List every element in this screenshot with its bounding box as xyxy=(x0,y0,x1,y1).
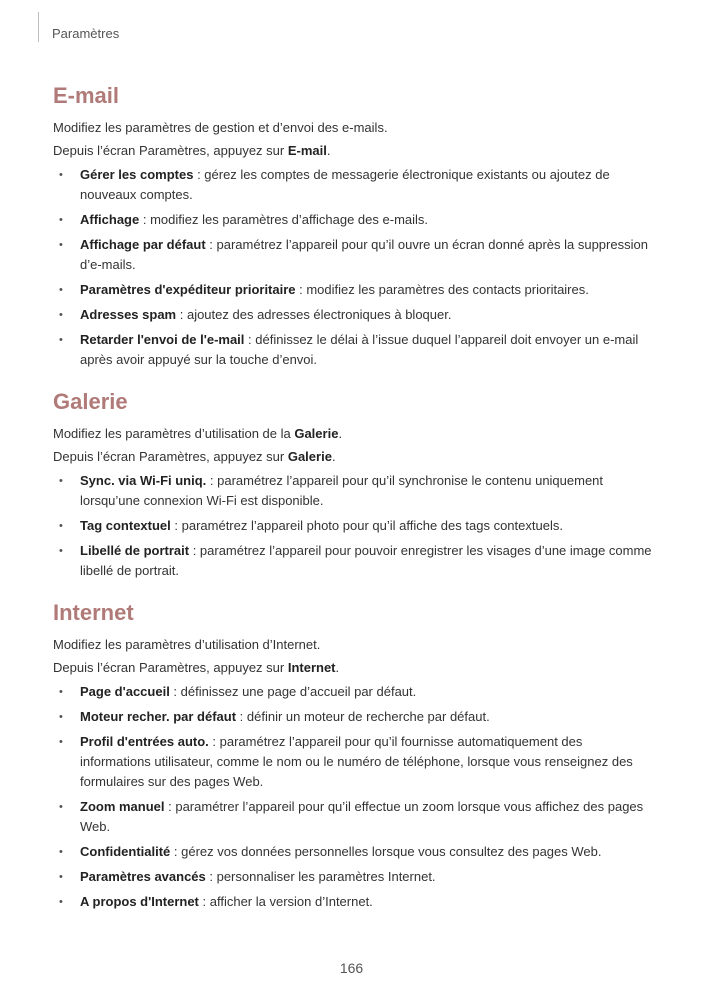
path-target: E-mail xyxy=(287,143,327,158)
list-item xyxy=(53,682,653,702)
list-item xyxy=(53,797,653,837)
option-name: Page d'accueil xyxy=(80,684,170,699)
intro-app-name: Galerie xyxy=(294,426,339,441)
settings-list xyxy=(53,165,653,370)
bullet-icon: • xyxy=(59,169,63,181)
bullet-icon: • xyxy=(59,736,63,748)
option-description: : paramétrez l’appareil pour qu’il fournisse automatiquement des informations utilisateur, comme le nom ou le numéro de téléphone, lorsque vous renseignez des formulaires sur des pages Web. xyxy=(80,734,633,789)
list-item xyxy=(53,867,653,887)
option-description: : gérez les comptes de messagerie électronique existants ou ajoutez de nouveaux comptes. xyxy=(80,167,610,202)
option-description: : paramétrer l’appareil pour qu’il effectue un zoom lorsque vous affichez des pages Web. xyxy=(80,799,644,834)
settings-list xyxy=(53,471,653,581)
option-name: Profil d'entrées auto. xyxy=(80,734,209,749)
section-title: E-mail xyxy=(53,83,120,108)
list-item xyxy=(53,732,653,792)
option-name: Paramètres d'expéditeur prioritaire xyxy=(80,282,296,297)
option-description: : gérez vos données personnelles lorsque vous consultez des pages Web. xyxy=(170,844,602,859)
list-item xyxy=(53,842,653,862)
list-item xyxy=(53,235,653,275)
list-item xyxy=(53,516,653,536)
option-description: : paramétrez l’appareil pour pouvoir enregistrer les visages d’une image comme libellé de portrait. xyxy=(80,543,652,578)
section-intro: Modifiez les paramètres de gestion et d’envoi des e-mails. xyxy=(53,120,388,135)
option-name: Gérer les comptes xyxy=(80,167,194,182)
running-header: Paramètres xyxy=(52,26,120,41)
option-description: : définissez le délai à l’issue duquel l’appareil doit envoyer un e-mail après avoir appuyé sur la touche d’envoi. xyxy=(80,332,639,367)
bullet-icon: • xyxy=(59,545,63,557)
navigation-path: Depuis l’écran Paramètres, appuyez sur E-mail. xyxy=(53,143,331,158)
bullet-icon: • xyxy=(59,896,63,908)
bullet-icon: • xyxy=(59,309,63,321)
bullet-icon: • xyxy=(59,214,63,226)
list-item xyxy=(53,541,653,581)
section-title: Internet xyxy=(53,600,134,625)
option-description: : personnaliser les paramètres Internet. xyxy=(205,869,436,884)
navigation-path: Depuis l’écran Paramètres, appuyez sur Internet. xyxy=(53,660,340,675)
bullet-icon: • xyxy=(59,686,63,698)
page-number: 166 xyxy=(339,960,364,976)
option-description: : modifiez les paramètres d’affichage des e-mails. xyxy=(139,212,429,227)
list-item xyxy=(53,892,653,912)
option-description: : modifiez les paramètres des contacts prioritaires. xyxy=(295,282,589,297)
option-description: : définir un moteur de recherche par défaut. xyxy=(236,709,490,724)
list-item xyxy=(53,471,653,511)
option-description: : afficher la version d’Internet. xyxy=(198,894,373,909)
list-item xyxy=(53,210,653,230)
option-name: Adresses spam xyxy=(80,307,177,322)
option-description: : paramétrez l’appareil pour qu’il synchronise le contenu uniquement lorsqu’une connexion Wi-Fi est disponible. xyxy=(80,473,604,508)
option-description: : paramétrez l’appareil pour qu’il ouvre un écran donné après la suppression d’e-mails. xyxy=(80,237,648,272)
bullet-icon: • xyxy=(59,846,63,858)
option-name: Libellé de portrait xyxy=(80,543,190,558)
option-name: Paramètres avancés xyxy=(80,869,206,884)
option-name: Retarder l'envoi de l'e-mail xyxy=(80,332,245,347)
section-galerie xyxy=(53,388,653,581)
option-name: Tag contextuel xyxy=(80,518,171,533)
section-intro: Modifiez les paramètres d’utilisation de la Galerie. xyxy=(53,426,343,441)
option-name: Affichage xyxy=(80,212,140,227)
option-name: Confidentialité xyxy=(80,844,171,859)
option-description: : paramétrez l’appareil photo pour qu’il affiche des tags contextuels. xyxy=(170,518,563,533)
section-title: Galerie xyxy=(53,389,128,414)
document-body xyxy=(53,82,653,930)
settings-list xyxy=(53,682,653,912)
bullet-icon: • xyxy=(59,239,63,251)
list-item xyxy=(53,330,653,370)
bullet-icon: • xyxy=(59,334,63,346)
bullet-icon: • xyxy=(59,801,63,813)
option-description: : ajoutez des adresses électroniques à bloquer. xyxy=(176,307,452,322)
list-item xyxy=(53,280,653,300)
path-target: Internet xyxy=(287,660,336,675)
section-internet xyxy=(53,599,653,912)
bullet-icon: • xyxy=(59,871,63,883)
list-item xyxy=(53,305,653,325)
bullet-icon: • xyxy=(59,475,63,487)
list-item xyxy=(53,707,653,727)
section-email xyxy=(53,82,653,370)
header-divider xyxy=(38,12,39,42)
bullet-icon: • xyxy=(59,520,63,532)
list-item xyxy=(53,165,653,205)
option-name: A propos d'Internet xyxy=(80,894,199,909)
section-intro: Modifiez les paramètres d’utilisation d’Internet. xyxy=(53,637,321,652)
option-name: Zoom manuel xyxy=(80,799,165,814)
bullet-icon: • xyxy=(59,284,63,296)
option-name: Moteur recher. par défaut xyxy=(80,709,237,724)
option-name: Sync. via Wi-Fi uniq. xyxy=(80,473,207,488)
option-name: Affichage par défaut xyxy=(80,237,206,252)
bullet-icon: • xyxy=(59,711,63,723)
navigation-path: Depuis l’écran Paramètres, appuyez sur Galerie. xyxy=(53,449,336,464)
option-description: : définissez une page d’accueil par défaut. xyxy=(169,684,417,699)
path-target: Galerie xyxy=(287,449,332,464)
